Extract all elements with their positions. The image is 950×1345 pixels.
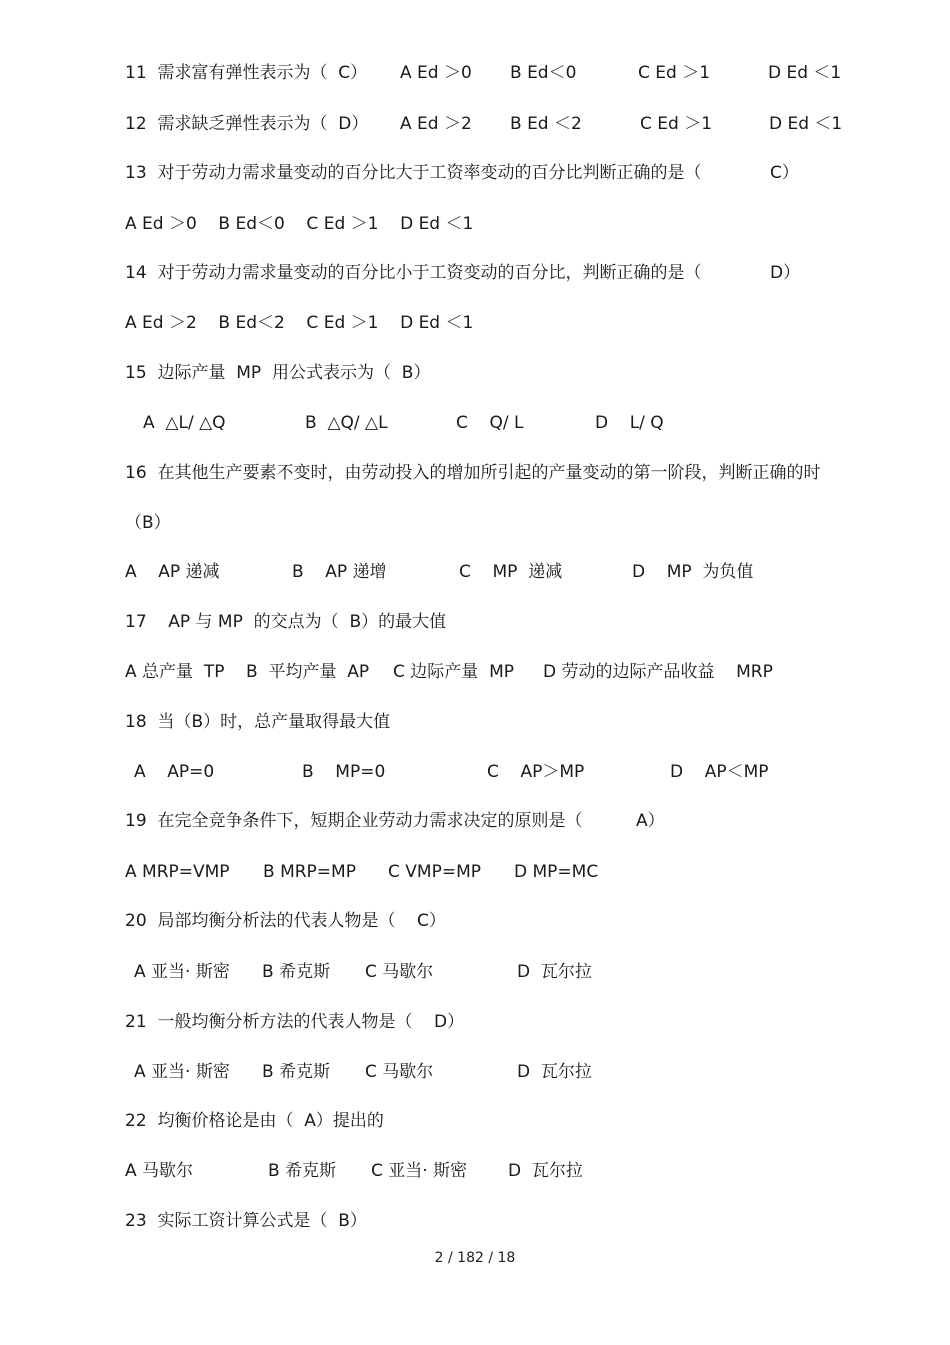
option-b: B △Q/ △L: [305, 413, 388, 433]
page-number: 2 / 182 / 18: [434, 1250, 516, 1266]
option-b: B MRP=MP: [263, 862, 356, 882]
answer: D）: [770, 263, 801, 283]
question-14: [0, 261, 950, 285]
option-a: A 亚当· 斯密: [134, 962, 230, 982]
option-a: A 马歇尔: [125, 1161, 194, 1181]
question-18: [0, 710, 950, 734]
question-stem: 18 当（B）时，总产量取得最大值: [125, 712, 391, 732]
option-d: D AP＜MP: [670, 762, 769, 782]
option-c: C 边际产量 MP: [393, 662, 515, 682]
option-a: A MRP=VMP: [125, 862, 230, 882]
option-d: D MP=MC: [514, 862, 599, 882]
question-16-options: [0, 560, 950, 584]
option-c: C Q/ L: [456, 413, 524, 433]
question-stem: 19 在完全竞争条件下，短期企业劳动力需求决定的原则是（: [125, 811, 583, 831]
option-d: D L/ Q: [595, 413, 664, 433]
question-stem: 20 局部均衡分析法的代表人物是（ C）: [125, 911, 446, 931]
question-12: [0, 112, 950, 136]
option-a: A Ed ＞0: [400, 63, 472, 83]
question-17-options: [0, 660, 950, 684]
option-d: D 瓦尔拉: [508, 1161, 583, 1181]
question-stem: 15 边际产量 MP 用公式表示为（ B）: [125, 363, 431, 383]
option-a: A 亚当· 斯密: [134, 1062, 230, 1082]
question-stem: 13 对于劳动力需求量变动的百分比大于工资率变动的百分比判断正确的是（: [125, 163, 702, 183]
question-stem: 12 需求缺乏弹性表示为（ D）: [125, 114, 369, 134]
option-c: C 亚当· 斯密: [371, 1161, 468, 1181]
option-b: B 平均产量 AP: [246, 662, 370, 682]
option-c: C Ed ＞1: [640, 114, 713, 134]
question-stem: 17 AP 与 MP 的交点为（ B）的最大值: [125, 612, 447, 632]
option-c: C AP＞MP: [487, 762, 585, 782]
option-c: C 马歇尔: [365, 1062, 434, 1082]
answer: C）: [770, 163, 799, 183]
question-11: [0, 61, 950, 85]
question-13-options: [0, 212, 950, 236]
question-stem: 11 需求富有弹性表示为（ C）: [125, 63, 368, 83]
question-22-options: [0, 1159, 950, 1183]
question-23: [0, 1209, 950, 1233]
question-22: [0, 1109, 950, 1133]
option-b: B MP=0: [302, 762, 386, 782]
options-line: A Ed ＞0 B Ed＜0 C Ed ＞1 D Ed ＜1: [125, 214, 474, 234]
option-c: C 马歇尔: [365, 962, 434, 982]
option-b: B 希克斯: [268, 1161, 337, 1181]
question-13: [0, 161, 950, 185]
option-b: B AP 递增: [292, 562, 387, 582]
option-d: D 瓦尔拉: [517, 1062, 592, 1082]
question-16-answer: [0, 511, 950, 535]
option-c: C VMP=MP: [388, 862, 481, 882]
question-15-options: [0, 411, 950, 435]
option-d: D 瓦尔拉: [517, 962, 592, 982]
question-stem: 16 在其他生产要素不变时，由劳动投入的增加所引起的产量变动的第一阶段，判断正确的时: [125, 463, 821, 483]
question-stem: 23 实际工资计算公式是（ B）: [125, 1211, 367, 1231]
question-stem: 22 均衡价格论是由（ A）提出的: [125, 1111, 384, 1131]
option-d: D Ed ＜1: [768, 63, 842, 83]
question-18-options: [0, 760, 950, 784]
option-d: D 劳动的边际产品收益 MRP: [543, 662, 773, 682]
option-a: A 总产量 TP: [125, 662, 225, 682]
question-19: [0, 809, 950, 833]
question-21: [0, 1010, 950, 1034]
answer: A）: [636, 811, 665, 831]
option-d: D MP 为负值: [632, 562, 754, 582]
option-a: A △L/ △Q: [143, 413, 226, 433]
answer: （B）: [125, 513, 171, 533]
option-a: A Ed ＞2: [400, 114, 472, 134]
question-21-options: [0, 1060, 950, 1084]
options-line: A Ed ＞2 B Ed＜2 C Ed ＞1 D Ed ＜1: [125, 313, 474, 333]
option-b: B 希克斯: [262, 962, 331, 982]
question-15: [0, 361, 950, 385]
question-14-options: [0, 311, 950, 335]
option-c: C Ed ＞1: [638, 63, 711, 83]
question-20-options: [0, 960, 950, 984]
question-stem: 21 一般均衡分析方法的代表人物是（ D）: [125, 1012, 465, 1032]
question-20: [0, 909, 950, 933]
option-a: A AP 递减: [125, 562, 220, 582]
option-c: C MP 递减: [459, 562, 563, 582]
question-19-options: [0, 860, 950, 884]
option-d: D Ed ＜1: [769, 114, 843, 134]
option-b: B Ed＜0: [510, 63, 577, 83]
question-17: [0, 610, 950, 634]
option-b: B Ed ＜2: [510, 114, 582, 134]
question-16: [0, 461, 950, 485]
question-stem: 14 对于劳动力需求量变动的百分比小于工资变动的百分比，判断正确的是（: [125, 263, 702, 283]
option-b: B 希克斯: [262, 1062, 331, 1082]
option-a: A AP=0: [134, 762, 215, 782]
